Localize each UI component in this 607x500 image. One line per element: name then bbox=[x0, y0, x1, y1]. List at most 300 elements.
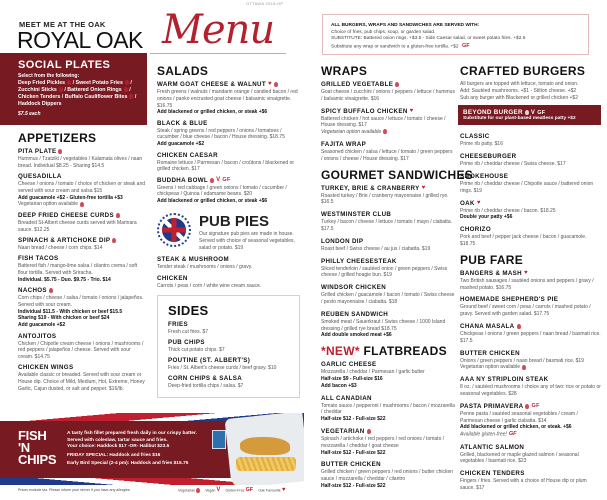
item-line bbox=[460, 411, 602, 425]
item-line-text: Ground beef / sweet corn / peas / carrots / mashed potato / gravy. Served with garden salad. $17.75 bbox=[460, 304, 591, 318]
social-subtitle: Select from the following: bbox=[18, 73, 80, 79]
item-line-text: Sliced tenderloin / sautéed onion / green peppers / Swiss cheese / grilled hoagie bun. $19 bbox=[321, 265, 448, 279]
item-line bbox=[321, 403, 455, 417]
item-line bbox=[157, 160, 303, 174]
item-line bbox=[157, 128, 303, 142]
social-item: Zucchini Sticks bbox=[18, 87, 57, 93]
fries-image bbox=[236, 457, 296, 471]
item-name: BUTTER CHICKEN bbox=[460, 349, 520, 357]
friday-special: FRIDAY SPECIAL: Haddock and fries $16 bbox=[67, 452, 161, 458]
item-name: PITA PLATE bbox=[18, 148, 57, 155]
item-name: CHICKEN TENDERS bbox=[460, 470, 525, 478]
vegetarian-icon bbox=[125, 80, 129, 85]
sides-box bbox=[157, 295, 300, 398]
legend-label: Vegetarian bbox=[178, 488, 196, 493]
item-title bbox=[460, 444, 602, 451]
menu-item bbox=[321, 238, 455, 253]
pub-pies-desc: Our signature pub pies are made in house. Served with choice of seasonal vegetables, salad or potato. $19 bbox=[199, 231, 295, 251]
item-line bbox=[460, 208, 602, 215]
vegetarian-icon bbox=[112, 238, 116, 243]
item-title bbox=[460, 350, 602, 357]
social-title: SOCIAL PLATES bbox=[18, 59, 111, 71]
served-with-box bbox=[322, 14, 589, 55]
item-line bbox=[460, 384, 602, 398]
menu-section bbox=[321, 344, 455, 490]
oak-favourite-icon: ♥ bbox=[421, 184, 426, 191]
item-line-text: Available classic or breaded. Served with sour cream or House dip. Choice of Mild, Medium, Hot, Extreme, Honey Garlic, Cajun dusted, or salt and pepper. $16/lb. bbox=[18, 372, 145, 393]
item-line-text: Vegetarian option available bbox=[460, 364, 521, 371]
item-line-text: Vegetarian option available bbox=[18, 201, 79, 208]
fish-line: Your choice: Haddock $17 -OR- Halibut $23.5 bbox=[67, 444, 170, 450]
item-line bbox=[321, 116, 455, 130]
item-title bbox=[321, 81, 455, 88]
item-line bbox=[321, 450, 455, 457]
item-line bbox=[18, 372, 146, 392]
item-title bbox=[321, 141, 455, 148]
item-title bbox=[321, 284, 455, 291]
item-title bbox=[460, 296, 602, 303]
item-line bbox=[168, 365, 289, 372]
menu-item bbox=[168, 339, 289, 354]
item-line bbox=[321, 149, 455, 163]
item-line-text: Prime rib / cheddar cheese / Swiss cheese. $17 bbox=[460, 161, 566, 168]
fish-n-chips-banner bbox=[0, 413, 304, 485]
item-line-text: Pork and beef / pepper jack cheese / bacon / guacamole. $18.75 bbox=[460, 234, 587, 247]
menu-item bbox=[460, 376, 602, 398]
item-line-text: Carrots / peas / corn / white wine cream sauce. bbox=[157, 282, 262, 289]
item-title bbox=[460, 323, 602, 330]
item-line bbox=[157, 185, 303, 199]
item-name: LONDON DIP bbox=[321, 237, 364, 245]
served-line bbox=[331, 43, 580, 51]
item-line-text: Mozzarella / cheddar / Parmesan / garlic butter bbox=[321, 369, 425, 376]
item-line bbox=[18, 322, 146, 329]
menu-item bbox=[18, 287, 146, 329]
item-title bbox=[460, 153, 602, 160]
item-name: REUBEN SANDWICH bbox=[321, 310, 389, 318]
item-title bbox=[18, 287, 146, 294]
item-line-text: Two British sausages / sautéed onions and peppers / gravy / mashed potato. $16.75 bbox=[460, 277, 594, 291]
item-line bbox=[18, 245, 146, 252]
vegetarian-icon bbox=[58, 149, 62, 154]
menu-item bbox=[168, 357, 289, 372]
section-intro: Add: Sautéed mushrooms. +$1 - Stilton cheese. +$2 bbox=[460, 87, 577, 94]
item-name: BUDDHA BOWL bbox=[157, 176, 209, 184]
item-name: PASTA PRIMAVERA bbox=[460, 402, 524, 410]
item-line-text: Greens / red cabbage / green onions / tomato / cucumber / chickpeas / Quinoa / edamame beans. $20 bbox=[157, 184, 287, 198]
vegetarian-icon bbox=[129, 94, 133, 99]
item-line-text: Vegetarian option available bbox=[321, 129, 382, 136]
item-title bbox=[321, 395, 455, 402]
legend-label: Oak Favourite bbox=[258, 488, 281, 493]
item-name: BLACK & BLUE bbox=[157, 119, 208, 127]
item-line bbox=[18, 201, 146, 208]
section-title bbox=[157, 64, 303, 78]
section-intro: All burgers are topped with lettuce, tomato and onion. bbox=[460, 81, 579, 87]
vegetarian-icon bbox=[124, 87, 128, 92]
menu-item bbox=[18, 148, 146, 170]
sustainable-seafood-logo bbox=[212, 430, 226, 449]
item-title bbox=[321, 361, 455, 368]
menu-item bbox=[18, 333, 146, 361]
section-title-text: APPETIZERS bbox=[18, 131, 97, 145]
social-item: Chicken Tenders bbox=[18, 94, 61, 100]
vegetarian-icon bbox=[522, 365, 526, 370]
footer-note: Prices exclude tax. Please inform your server if you have any allergies. bbox=[18, 488, 131, 492]
item-name: CHORIZO bbox=[460, 226, 491, 234]
menu-item bbox=[460, 173, 602, 195]
menu-item bbox=[460, 133, 602, 148]
item-name: BANGERS & MASH bbox=[460, 269, 522, 277]
menu-item bbox=[321, 461, 455, 489]
section-title bbox=[321, 344, 455, 358]
item-line-text: Grilled, blackened or maple glazed salmon / seasonal vegetables / basmati rice. $23 bbox=[460, 451, 579, 465]
item-line bbox=[18, 341, 146, 361]
section-title-text: GOURMET SANDWICHES bbox=[321, 167, 474, 182]
brand-title: ROYAL OAK bbox=[17, 27, 143, 53]
item-title bbox=[157, 120, 303, 127]
item-name: GRILLED VEGETABLE bbox=[321, 81, 394, 88]
item-title bbox=[321, 428, 455, 435]
item-name: HOMEMADE SHEPHERD'S PIE bbox=[460, 296, 559, 304]
item-title bbox=[321, 185, 455, 192]
item-line-text: Grilled chicken / green peppers / red onions / butter chicken sauce / mozzarella / cheddar / cilantro bbox=[321, 469, 454, 483]
item-line-text: Grilled chicken / guacamole / bacon / tomato / Swiss cheese / pesto mayonnaise / ciabatta. $18 bbox=[321, 292, 455, 305]
item-line-text: Hummus / Tzatziki / vegetables / Kalamata olives / naan bread. Individual $8.25 - Sharing $14.5 bbox=[18, 156, 143, 169]
item-line bbox=[18, 220, 146, 234]
item-title bbox=[18, 212, 146, 219]
item-line-text: Prime rib / cheddar cheese / Chipotle sauce / battered onion rings. $19 bbox=[460, 180, 594, 194]
item-line-text: Breaded St-Albert cheese curds served with Marinara sauce. $12.25 bbox=[18, 219, 137, 233]
item-title bbox=[460, 403, 602, 410]
item-line-text: Add blackened or grilled chicken, or steak. +$6 bbox=[460, 424, 572, 431]
vegetarian-icon bbox=[525, 110, 529, 115]
item-title bbox=[460, 173, 602, 180]
item-line-text: Add bacon +$3 bbox=[321, 382, 357, 389]
vegan-icon: V bbox=[216, 487, 221, 493]
item-name: WESTMINSTER CLUB bbox=[321, 211, 392, 219]
menu-item bbox=[168, 321, 289, 336]
item-line bbox=[157, 198, 303, 205]
item-line-text: Add guacamole +$2 - Gluten-free tortilla +$3 bbox=[18, 194, 123, 201]
item-line bbox=[321, 436, 455, 450]
pub-pies-title: PUB PIES bbox=[199, 213, 270, 231]
menu-section bbox=[460, 253, 602, 492]
item-line bbox=[168, 329, 289, 336]
item-line bbox=[460, 234, 602, 248]
menu-item bbox=[157, 275, 303, 290]
item-title bbox=[18, 364, 146, 371]
item-line-text: Fingers / fries. Served with a choice of House dip or plum sauce. $17 bbox=[460, 478, 587, 492]
menu-item bbox=[18, 173, 146, 208]
early-bird-special: Early Bird Special (2-4 pm): Haddock and fries $15.75 bbox=[67, 461, 189, 467]
vegetarian-icon bbox=[525, 404, 529, 409]
vegetarian-icon bbox=[395, 82, 399, 87]
menu-item bbox=[460, 444, 602, 466]
item-line-text: Corn chips / cheese / salsa / tomato / onions / jalapeños. Served with sour cream. bbox=[18, 295, 144, 308]
item-title bbox=[321, 108, 455, 115]
fish-title-line: 'N bbox=[18, 440, 30, 455]
sides-title: SIDES bbox=[168, 302, 209, 318]
fish-title-line: CHIPS bbox=[18, 452, 57, 467]
item-line bbox=[18, 277, 146, 284]
legend-label: Gluten-Free bbox=[225, 488, 245, 493]
item-name: SPINACH & ARTICHOKE DIP bbox=[18, 236, 111, 244]
vegetarian-icon bbox=[49, 288, 53, 293]
menu-item bbox=[321, 284, 455, 306]
item-line bbox=[18, 315, 146, 322]
item-line-text: Spinach / artichoke / red peppers / red onions / tomato / mozzarella / cheddar / goat cheese bbox=[321, 435, 445, 449]
social-plates bbox=[0, 53, 147, 125]
item-title bbox=[18, 237, 146, 244]
item-name: SMOKEHOUSE bbox=[460, 172, 509, 180]
legend-item bbox=[258, 488, 285, 493]
item-line-text: Half-size $12 - Full-size $22 bbox=[321, 482, 386, 489]
menu-item bbox=[460, 470, 602, 492]
item-line-text: Deep-fried tortilla chips / salsa. $7 bbox=[168, 383, 244, 390]
item-line-text: Prime rib / cheddar cheese / bacon. $18.25 bbox=[460, 207, 556, 214]
item-name: TURKEY, BRIE & CRANBERRY bbox=[321, 184, 420, 192]
menu-item bbox=[18, 255, 146, 283]
item-line bbox=[321, 219, 455, 233]
social-item: Buffalo Cauliflower Bites bbox=[64, 94, 128, 100]
item-title bbox=[321, 258, 455, 265]
item-name: CHEESEBURGER bbox=[460, 153, 517, 161]
item-line bbox=[460, 478, 602, 492]
item-line-text: Add guacamole +$2 bbox=[18, 322, 66, 329]
item-line bbox=[460, 278, 602, 292]
section-title bbox=[460, 253, 602, 267]
menu-item bbox=[321, 311, 455, 339]
item-title bbox=[157, 275, 303, 282]
item-line bbox=[321, 129, 455, 136]
item-name: CHICKEN bbox=[157, 274, 188, 282]
item-line-text: Thick cut potato chips. $7 bbox=[168, 346, 225, 353]
menu-item bbox=[321, 141, 455, 163]
item-line bbox=[460, 181, 602, 195]
social-item: Sweet Potato Fries bbox=[75, 80, 123, 86]
section-title-text: CRAFTED BURGERS bbox=[460, 64, 586, 78]
menu-item bbox=[460, 403, 602, 439]
gluten-free-icon: GF bbox=[245, 487, 254, 493]
item-title bbox=[168, 321, 289, 328]
oak-favourite-icon: ♥ bbox=[476, 199, 481, 206]
social-item: Haddock Dippers bbox=[18, 101, 62, 107]
item-line bbox=[18, 295, 146, 309]
item-title bbox=[168, 375, 289, 382]
item-line-text: Half-size $12 - Full-size $22 bbox=[321, 449, 386, 456]
menu-item bbox=[18, 364, 146, 392]
item-line-text: Half-size $12 - Full-size $22 bbox=[321, 416, 386, 423]
item-line bbox=[157, 109, 303, 116]
gluten-free-icon: GF bbox=[508, 431, 517, 438]
item-line-text: Add blackened or grilled chicken, or steak +$6 bbox=[157, 198, 268, 205]
oak-favourite-icon: ♥ bbox=[268, 81, 272, 88]
fish-line: Served with coleslaw, tartar sauce and fries. bbox=[67, 437, 168, 443]
menu-item bbox=[460, 296, 602, 318]
item-line bbox=[157, 283, 303, 290]
dietary-legend bbox=[178, 488, 285, 493]
item-name: STEAK & MUSHROOM bbox=[157, 256, 229, 264]
fish-description bbox=[67, 431, 197, 468]
item-line-text: Double your patty +$6 bbox=[460, 214, 513, 221]
item-name: OAK bbox=[460, 199, 475, 207]
section-title-text: PUB FARE bbox=[460, 252, 524, 267]
item-line-text: Penne pasta / sautéed seasonal vegetables / cream / Parmesan cheese / garlic ciabatta. $14 bbox=[460, 410, 578, 424]
beyond-sub: Substitute for our plant-based meatless patty +$2 bbox=[463, 116, 576, 122]
item-line bbox=[460, 424, 602, 431]
vegetarian-icon bbox=[517, 324, 521, 329]
item-title bbox=[157, 177, 303, 184]
item-line-text: Chickpeas / onions / green peppers / naan bread / basmati rice. $17.5 bbox=[460, 330, 601, 344]
gluten-free-icon: GF bbox=[222, 177, 231, 184]
item-line-text: Add guacamole +$2 bbox=[157, 141, 205, 148]
vegetarian-icon bbox=[59, 87, 63, 92]
menu-item bbox=[321, 361, 455, 389]
item-line bbox=[460, 358, 602, 365]
item-line bbox=[460, 431, 602, 439]
item-name: CHICKEN CAESAR bbox=[157, 151, 218, 159]
item-title bbox=[321, 211, 455, 218]
pub-pies-header bbox=[157, 213, 303, 251]
menu-item bbox=[321, 258, 455, 280]
menu-item bbox=[157, 81, 303, 116]
menu-item bbox=[157, 177, 303, 205]
item-line-text: Roasted turkey / Brie / cranberry mayonnaise / grilled rye. $16.5 bbox=[321, 192, 449, 206]
item-name: QUESADILLA bbox=[18, 173, 62, 181]
item-line bbox=[18, 156, 146, 170]
item-title bbox=[460, 200, 602, 207]
item-name: GARLIC CHEESE bbox=[321, 361, 377, 369]
item-line-text: Seasoned chicken / salsa / lettuce / tomato / green peppers / onions / cheese / House dressing. $17 bbox=[321, 148, 453, 162]
item-line bbox=[18, 195, 146, 202]
column-burgers bbox=[460, 64, 602, 497]
item-line bbox=[321, 246, 455, 253]
legend-item bbox=[178, 488, 200, 493]
legend-item bbox=[225, 488, 253, 493]
item-line-text: Available gluten-free! bbox=[460, 431, 507, 438]
vegan-icon: V bbox=[216, 177, 221, 184]
item-title bbox=[321, 311, 455, 318]
item-line bbox=[460, 304, 602, 318]
item-line bbox=[157, 141, 303, 148]
fish-title-line: FISH bbox=[18, 428, 47, 443]
item-name: WARM GOAT CHEESE & WALNUT bbox=[157, 81, 267, 88]
menu-item bbox=[460, 323, 602, 345]
menu-section bbox=[460, 64, 602, 248]
item-line-text: 8 oz. / sautéed mushrooms / choice any of two: rice or potato or seasonal vegetables. $28 bbox=[460, 384, 601, 397]
menu-item bbox=[460, 350, 602, 372]
item-line bbox=[321, 416, 455, 423]
item-line-text: Half-size $9 - Full-size $16 bbox=[321, 375, 383, 382]
vegetarian-icon bbox=[367, 429, 371, 434]
beyond-burger-callout bbox=[458, 105, 601, 125]
legend-item bbox=[205, 488, 220, 493]
item-line-text: Sharing $19 - With chicken or beef $24 bbox=[18, 315, 110, 322]
fish-title bbox=[18, 430, 56, 466]
item-name: VEGETARIAN bbox=[321, 427, 365, 435]
item-title bbox=[460, 133, 602, 140]
item-title bbox=[157, 152, 303, 159]
item-line bbox=[168, 347, 289, 354]
oak-favourite-icon: ♥ bbox=[281, 487, 286, 493]
vegan-icon: V bbox=[530, 109, 536, 116]
item-line-text: Naan bread / cheese / corn chips. $14 bbox=[18, 244, 103, 251]
served-line: Choice of fries, pub chips, soup, or garden salad. bbox=[331, 29, 436, 35]
section-title-text: FLATBREADS bbox=[363, 344, 447, 359]
item-line bbox=[321, 332, 455, 339]
item-line bbox=[460, 452, 602, 466]
item-line-text: Individual $11.5 - With chicken or beef $15.5 bbox=[18, 308, 123, 315]
menu-item bbox=[321, 185, 455, 207]
item-name: DEEP FRIED CHEESE CURDS bbox=[18, 211, 114, 219]
item-line-text: Prime rib patty. $16 bbox=[460, 141, 503, 148]
oak-favourite-icon: ♥ bbox=[523, 270, 528, 277]
legend-label: Vegan bbox=[205, 488, 216, 493]
vegetarian-icon bbox=[80, 202, 84, 207]
served-line: SUBSTITUTE: Battered onion rings. +$3.5 - Side Caesar salad, or sweet potato fries. +$2.5 bbox=[331, 36, 526, 41]
social-item: Battered Onion Rings bbox=[67, 87, 122, 93]
item-title bbox=[18, 333, 146, 340]
section-title bbox=[460, 64, 602, 78]
item-name: CORN CHIPS & SALSA bbox=[168, 375, 243, 383]
item-line-text: Individual. $5.75 - Duo. $9.75 - Trio. $14 bbox=[18, 276, 111, 283]
item-line bbox=[321, 193, 455, 207]
menu-item bbox=[321, 81, 455, 103]
item-line bbox=[321, 369, 455, 376]
vegetarian-icon bbox=[116, 213, 120, 218]
item-line bbox=[321, 376, 455, 383]
menu-item bbox=[18, 237, 146, 252]
item-line bbox=[321, 89, 455, 103]
item-title bbox=[168, 357, 289, 364]
item-name: FISH TACOS bbox=[18, 255, 59, 263]
gluten-free-icon: GF bbox=[531, 403, 540, 410]
section-title bbox=[321, 64, 455, 78]
menu-section bbox=[157, 64, 303, 205]
new-badge: *NEW* bbox=[321, 344, 360, 359]
item-name: ATLANTIC SALMON bbox=[460, 443, 525, 451]
section-title bbox=[18, 131, 146, 145]
item-name: FRIES bbox=[168, 320, 188, 328]
served-title: ALL BURGERS, WRAPS AND SANDWICHES ARE SERVED WITH: bbox=[331, 23, 480, 28]
item-title bbox=[18, 173, 146, 180]
column-salads bbox=[157, 64, 303, 398]
item-line bbox=[157, 89, 303, 109]
item-line bbox=[18, 309, 146, 316]
vegetarian-icon bbox=[210, 178, 214, 183]
item-title bbox=[18, 148, 146, 155]
item-name: PHILLY CHEESESTEAK bbox=[321, 257, 397, 265]
item-name: FAJITA WRAP bbox=[321, 140, 367, 148]
fish-fillet-image bbox=[240, 437, 290, 455]
item-line bbox=[321, 319, 455, 333]
menu-item bbox=[157, 256, 303, 271]
item-line bbox=[321, 266, 455, 280]
vegetarian-icon bbox=[67, 80, 71, 85]
item-line-text: Add blackened or grilled chicken, or steak +$6 bbox=[157, 109, 268, 116]
item-line-text: Battered chicken / hot sauce / lettuce / tomato / cheese / House dressing. $17 bbox=[321, 115, 446, 129]
item-name: CHANA MASALA bbox=[460, 322, 515, 330]
item-line-text: Add double smoked meat +$6 bbox=[321, 332, 392, 339]
item-line bbox=[460, 364, 602, 371]
served-line-text: Substitute any wrap or sandwich to a gluten-free tortilla. +$2 bbox=[331, 44, 459, 50]
menu-item bbox=[460, 270, 602, 292]
menu-item bbox=[321, 108, 455, 136]
item-line bbox=[18, 263, 146, 277]
menu-item bbox=[18, 212, 146, 234]
menu-item bbox=[168, 375, 289, 390]
